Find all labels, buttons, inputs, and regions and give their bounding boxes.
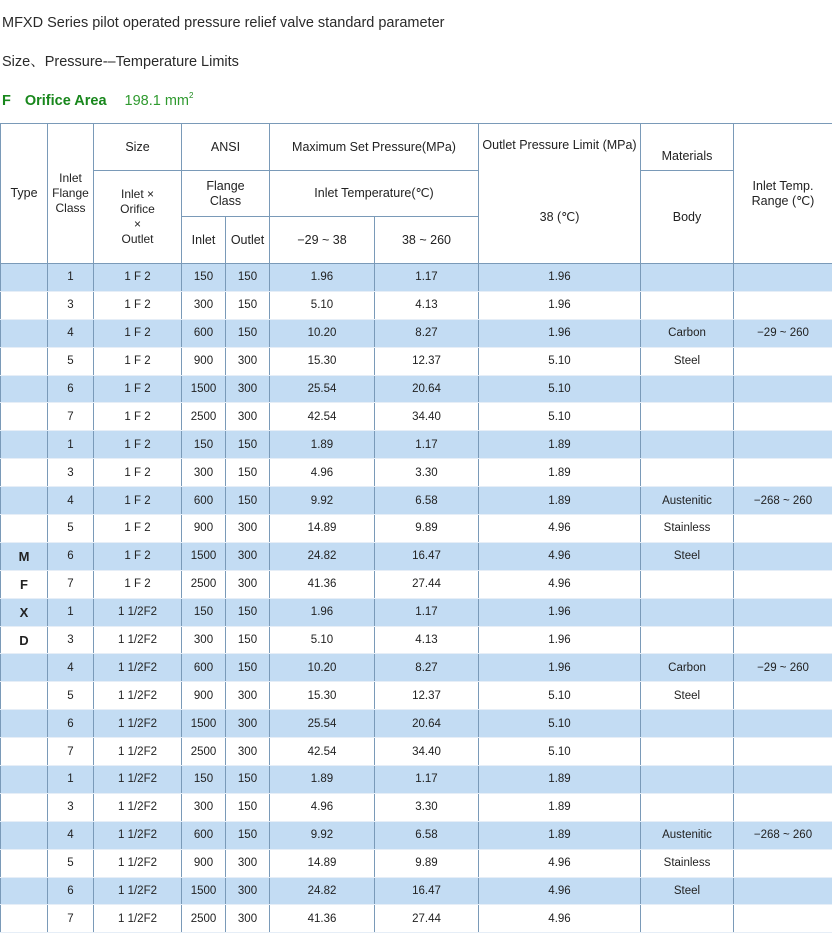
- cell-inlet-flange-class: 7: [48, 570, 94, 598]
- cell-ansi-inlet: 600: [182, 821, 226, 849]
- cell-inlet-temp-range: [734, 598, 832, 626]
- table-row: [1, 877, 832, 905]
- cell-ansi-outlet: 150: [226, 431, 270, 459]
- cell-pressure-high-temp: 34.40: [375, 403, 479, 431]
- header-outlet-pressure-limit: Outlet Pressure Limit (MPa): [479, 124, 641, 217]
- cell-outlet-pressure-limit: 1.89: [479, 821, 641, 849]
- cell-inlet-flange-class: 3: [48, 626, 94, 654]
- cell-type: [1, 682, 48, 710]
- cell-ansi-outlet: 150: [226, 626, 270, 654]
- cell-ansi-inlet: 900: [182, 849, 226, 877]
- cell-ansi-inlet: 1500: [182, 375, 226, 403]
- cell-pressure-high-temp: 12.37: [375, 682, 479, 710]
- header-temp-range-low: −29 ~ 38: [270, 217, 375, 264]
- cell-ansi-inlet: 1500: [182, 710, 226, 738]
- cell-size: 1 1/2F2: [94, 905, 182, 933]
- cell-pressure-low-temp: 9.92: [270, 487, 375, 515]
- cell-inlet-temp-range: −268 ~ 260: [734, 487, 832, 515]
- cell-ansi-inlet: 300: [182, 793, 226, 821]
- cell-outlet-pressure-limit: 1.96: [479, 598, 641, 626]
- header-type: Type: [1, 124, 48, 264]
- cell-ansi-inlet: 1500: [182, 542, 226, 570]
- cell-inlet-temp-range: [734, 403, 832, 431]
- cell-size: 1 F 2: [94, 515, 182, 543]
- cell-ansi-inlet: 300: [182, 626, 226, 654]
- cell-ansi-inlet: 300: [182, 459, 226, 487]
- cell-type: [1, 766, 48, 794]
- cell-pressure-high-temp: 20.64: [375, 710, 479, 738]
- cell-ansi-inlet: 600: [182, 487, 226, 515]
- cell-inlet-flange-class: 7: [48, 403, 94, 431]
- cell-ansi-outlet: 150: [226, 598, 270, 626]
- cell-type: [1, 821, 48, 849]
- header-max-set-pressure: Maximum Set Pressure(MPa): [270, 124, 479, 171]
- orifice-value: 198.1 mm: [124, 93, 190, 109]
- cell-ansi-outlet: 150: [226, 487, 270, 515]
- cell-outlet-pressure-limit: 1.89: [479, 431, 641, 459]
- header-ansi: ANSI: [182, 124, 270, 171]
- cell-outlet-pressure-limit: 1.96: [479, 291, 641, 319]
- cell-type: [1, 738, 48, 766]
- cell-size: 1 1/2F2: [94, 849, 182, 877]
- cell-inlet-flange-class: 7: [48, 738, 94, 766]
- table-row: [1, 431, 832, 459]
- cell-size: 1 F 2: [94, 264, 182, 292]
- table-row: [1, 375, 832, 403]
- cell-ansi-outlet: 150: [226, 654, 270, 682]
- cell-inlet-temp-range: −29 ~ 260: [734, 654, 832, 682]
- cell-ansi-outlet: 300: [226, 877, 270, 905]
- cell-type: [1, 403, 48, 431]
- cell-inlet-temp-range: [734, 905, 832, 933]
- cell-pressure-high-temp: 6.58: [375, 487, 479, 515]
- table-row: [1, 459, 832, 487]
- cell-ansi-inlet: 2500: [182, 403, 226, 431]
- cell-body-material: [641, 766, 734, 794]
- cell-ansi-outlet: 150: [226, 766, 270, 794]
- cell-size: 1 F 2: [94, 403, 182, 431]
- table-row: [1, 793, 832, 821]
- cell-type: [1, 849, 48, 877]
- cell-body-material: [641, 264, 734, 292]
- cell-ansi-outlet: 300: [226, 682, 270, 710]
- cell-type: [1, 459, 48, 487]
- cell-ansi-outlet: 300: [226, 905, 270, 933]
- cell-outlet-pressure-limit: 5.10: [479, 375, 641, 403]
- cell-inlet-flange-class: 4: [48, 319, 94, 347]
- cell-inlet-temp-range: [734, 849, 832, 877]
- cell-body-material: [641, 598, 734, 626]
- cell-pressure-low-temp: 25.54: [270, 710, 375, 738]
- cell-body-material: [641, 375, 734, 403]
- cell-pressure-low-temp: 9.92: [270, 821, 375, 849]
- cell-pressure-high-temp: 12.37: [375, 347, 479, 375]
- cell-pressure-high-temp: 8.27: [375, 319, 479, 347]
- cell-ansi-inlet: 900: [182, 347, 226, 375]
- table-row: [1, 766, 832, 794]
- orifice-unit-superscript: 2: [189, 91, 194, 100]
- cell-body-material: Carbon: [641, 654, 734, 682]
- header-body: Body: [641, 171, 734, 264]
- table-row: [1, 905, 832, 933]
- cell-outlet-pressure-limit: 1.89: [479, 766, 641, 794]
- cell-size: 1 1/2F2: [94, 793, 182, 821]
- cell-inlet-temp-range: [734, 431, 832, 459]
- cell-outlet-pressure-limit: 1.96: [479, 626, 641, 654]
- cell-type: [1, 654, 48, 682]
- cell-pressure-low-temp: 4.96: [270, 459, 375, 487]
- cell-ansi-inlet: 2500: [182, 570, 226, 598]
- cell-ansi-outlet: 300: [226, 542, 270, 570]
- cell-inlet-flange-class: 1: [48, 431, 94, 459]
- table-row: [1, 738, 832, 766]
- cell-body-material: Austenitic: [641, 487, 734, 515]
- cell-type: [1, 710, 48, 738]
- cell-type: [1, 347, 48, 375]
- cell-type: [1, 264, 48, 292]
- cell-outlet-pressure-limit: 1.89: [479, 793, 641, 821]
- cell-ansi-outlet: 300: [226, 403, 270, 431]
- cell-pressure-high-temp: 1.17: [375, 431, 479, 459]
- cell-pressure-high-temp: 4.13: [375, 291, 479, 319]
- cell-pressure-high-temp: 9.89: [375, 849, 479, 877]
- cell-pressure-high-temp: 1.17: [375, 264, 479, 292]
- cell-ansi-outlet: 150: [226, 459, 270, 487]
- cell-ansi-inlet: 2500: [182, 738, 226, 766]
- table-row: [1, 570, 832, 598]
- cell-body-material: [641, 291, 734, 319]
- cell-body-material: [641, 738, 734, 766]
- cell-ansi-outlet: 150: [226, 793, 270, 821]
- cell-pressure-high-temp: 16.47: [375, 877, 479, 905]
- table-row: [1, 542, 832, 570]
- cell-inlet-temp-range: [734, 291, 832, 319]
- cell-size: 1 1/2F2: [94, 654, 182, 682]
- cell-ansi-outlet: 300: [226, 347, 270, 375]
- cell-pressure-low-temp: 41.36: [270, 570, 375, 598]
- cell-ansi-inlet: 1500: [182, 877, 226, 905]
- cell-ansi-outlet: 300: [226, 570, 270, 598]
- table-row: [1, 264, 832, 292]
- cell-ansi-inlet: 150: [182, 766, 226, 794]
- cell-inlet-temp-range: [734, 877, 832, 905]
- cell-pressure-high-temp: 34.40: [375, 738, 479, 766]
- cell-inlet-temp-range: [734, 766, 832, 794]
- cell-outlet-pressure-limit: 4.96: [479, 515, 641, 543]
- cell-pressure-low-temp: 24.82: [270, 877, 375, 905]
- cell-size: 1 F 2: [94, 347, 182, 375]
- cell-ansi-inlet: 300: [182, 291, 226, 319]
- cell-inlet-flange-class: 3: [48, 291, 94, 319]
- cell-pressure-low-temp: 1.96: [270, 598, 375, 626]
- table-row: [1, 682, 832, 710]
- table-row: [1, 291, 832, 319]
- cell-inlet-temp-range: [734, 682, 832, 710]
- cell-ansi-outlet: 150: [226, 821, 270, 849]
- cell-ansi-inlet: 2500: [182, 905, 226, 933]
- cell-pressure-high-temp: 1.17: [375, 766, 479, 794]
- cell-pressure-high-temp: 3.30: [375, 459, 479, 487]
- cell-type: [1, 487, 48, 515]
- cell-body-material: Carbon: [641, 319, 734, 347]
- cell-ansi-inlet: 900: [182, 515, 226, 543]
- cell-outlet-pressure-limit: 1.96: [479, 319, 641, 347]
- cell-inlet-temp-range: [734, 459, 832, 487]
- cell-body-material: [641, 793, 734, 821]
- cell-inlet-flange-class: 5: [48, 347, 94, 375]
- table-row: [1, 849, 832, 877]
- cell-inlet-flange-class: 3: [48, 793, 94, 821]
- table-row: [1, 626, 832, 654]
- cell-inlet-flange-class: 7: [48, 905, 94, 933]
- header-inlet-temp-range: Inlet Temp. Range (℃): [734, 124, 832, 264]
- cell-body-material: Stainless: [641, 849, 734, 877]
- cell-inlet-flange-class: 6: [48, 542, 94, 570]
- cell-body-material: Steel: [641, 542, 734, 570]
- cell-inlet-temp-range: [734, 347, 832, 375]
- cell-size: 1 1/2F2: [94, 598, 182, 626]
- cell-ansi-outlet: 300: [226, 738, 270, 766]
- cell-inlet-flange-class: 6: [48, 877, 94, 905]
- cell-type: [1, 291, 48, 319]
- cell-size: 1 F 2: [94, 570, 182, 598]
- parameter-table: [0, 123, 832, 933]
- table-row: [1, 515, 832, 543]
- header-flange-class: Flange Class: [182, 171, 270, 217]
- table-body: [1, 264, 832, 933]
- cell-outlet-pressure-limit: 5.10: [479, 710, 641, 738]
- cell-inlet-flange-class: 1: [48, 766, 94, 794]
- table-header: [1, 124, 832, 264]
- cell-body-material: [641, 403, 734, 431]
- header-size: Size: [94, 124, 182, 171]
- cell-pressure-low-temp: 42.54: [270, 738, 375, 766]
- cell-pressure-high-temp: 16.47: [375, 542, 479, 570]
- cell-type: [1, 905, 48, 933]
- orifice-area-line: [2, 91, 193, 111]
- cell-pressure-low-temp: 10.20: [270, 319, 375, 347]
- cell-inlet-flange-class: 1: [48, 598, 94, 626]
- cell-pressure-low-temp: 25.54: [270, 375, 375, 403]
- cell-pressure-low-temp: 4.96: [270, 793, 375, 821]
- cell-size: 1 1/2F2: [94, 626, 182, 654]
- cell-inlet-temp-range: [734, 264, 832, 292]
- cell-inlet-temp-range: [734, 710, 832, 738]
- cell-outlet-pressure-limit: 5.10: [479, 403, 641, 431]
- cell-ansi-inlet: 150: [182, 264, 226, 292]
- cell-type: F: [1, 570, 48, 598]
- cell-outlet-pressure-limit: 5.10: [479, 682, 641, 710]
- cell-pressure-high-temp: 8.27: [375, 654, 479, 682]
- cell-inlet-flange-class: 4: [48, 654, 94, 682]
- cell-pressure-low-temp: 14.89: [270, 849, 375, 877]
- cell-outlet-pressure-limit: 4.96: [479, 849, 641, 877]
- cell-ansi-inlet: 150: [182, 431, 226, 459]
- cell-outlet-pressure-limit: 5.10: [479, 738, 641, 766]
- cell-pressure-low-temp: 15.30: [270, 347, 375, 375]
- cell-pressure-low-temp: 42.54: [270, 403, 375, 431]
- cell-pressure-low-temp: 1.89: [270, 766, 375, 794]
- header-size-detail: Inlet × Orifice × Outlet: [94, 171, 182, 264]
- cell-pressure-low-temp: 14.89: [270, 515, 375, 543]
- header-inlet-temperature: Inlet Temperature(℃): [270, 171, 479, 217]
- cell-pressure-low-temp: 1.96: [270, 264, 375, 292]
- table-row: [1, 319, 832, 347]
- cell-inlet-temp-range: −268 ~ 260: [734, 821, 832, 849]
- cell-inlet-flange-class: 5: [48, 682, 94, 710]
- cell-pressure-high-temp: 4.13: [375, 626, 479, 654]
- cell-inlet-temp-range: −29 ~ 260: [734, 319, 832, 347]
- cell-type: [1, 319, 48, 347]
- cell-ansi-outlet: 300: [226, 375, 270, 403]
- cell-body-material: Steel: [641, 682, 734, 710]
- cell-ansi-outlet: 150: [226, 291, 270, 319]
- header-temp-range-high: 38 ~ 260: [375, 217, 479, 264]
- cell-outlet-pressure-limit: 1.96: [479, 654, 641, 682]
- cell-inlet-flange-class: 5: [48, 515, 94, 543]
- cell-pressure-low-temp: 15.30: [270, 682, 375, 710]
- table-row: [1, 347, 832, 375]
- cell-inlet-temp-range: [734, 793, 832, 821]
- cell-ansi-outlet: 150: [226, 319, 270, 347]
- header-inlet: Inlet: [182, 217, 226, 264]
- cell-size: 1 1/2F2: [94, 738, 182, 766]
- cell-type: M: [1, 542, 48, 570]
- cell-outlet-pressure-limit: 1.89: [479, 487, 641, 515]
- cell-type: [1, 431, 48, 459]
- cell-size: 1 1/2F2: [94, 682, 182, 710]
- cell-type: [1, 375, 48, 403]
- cell-type: [1, 515, 48, 543]
- cell-inlet-flange-class: 5: [48, 849, 94, 877]
- table-row: [1, 710, 832, 738]
- cell-inlet-flange-class: 1: [48, 264, 94, 292]
- cell-inlet-flange-class: 4: [48, 487, 94, 515]
- cell-body-material: [641, 459, 734, 487]
- cell-pressure-high-temp: 6.58: [375, 821, 479, 849]
- table-row: [1, 487, 832, 515]
- cell-size: 1 F 2: [94, 375, 182, 403]
- cell-body-material: [641, 570, 734, 598]
- cell-inlet-flange-class: 6: [48, 375, 94, 403]
- cell-inlet-temp-range: [734, 515, 832, 543]
- cell-inlet-temp-range: [734, 542, 832, 570]
- cell-size: 1 F 2: [94, 319, 182, 347]
- cell-ansi-inlet: 150: [182, 598, 226, 626]
- cell-body-material: [641, 905, 734, 933]
- table-row: [1, 654, 832, 682]
- orifice-label: Orifice Area: [24, 93, 107, 109]
- page-title: MFXD Series pilot operated pressure relief valve standard parameter: [2, 15, 445, 31]
- cell-pressure-low-temp: 5.10: [270, 626, 375, 654]
- cell-pressure-low-temp: 10.20: [270, 654, 375, 682]
- table-row: [1, 403, 832, 431]
- cell-size: 1 1/2F2: [94, 710, 182, 738]
- cell-inlet-temp-range: [734, 570, 832, 598]
- header-inlet-flange-class: Inlet Flange Class: [48, 124, 94, 264]
- cell-pressure-low-temp: 41.36: [270, 905, 375, 933]
- cell-size: 1 F 2: [94, 431, 182, 459]
- cell-inlet-flange-class: 6: [48, 710, 94, 738]
- cell-pressure-high-temp: 3.30: [375, 793, 479, 821]
- cell-size: 1 F 2: [94, 542, 182, 570]
- cell-outlet-pressure-limit: 4.96: [479, 905, 641, 933]
- cell-inlet-flange-class: 4: [48, 821, 94, 849]
- table-row: [1, 598, 832, 626]
- cell-body-material: [641, 710, 734, 738]
- cell-pressure-high-temp: 20.64: [375, 375, 479, 403]
- cell-body-material: Steel: [641, 877, 734, 905]
- cell-type: [1, 793, 48, 821]
- cell-ansi-outlet: 150: [226, 264, 270, 292]
- cell-ansi-outlet: 300: [226, 849, 270, 877]
- cell-size: 1 1/2F2: [94, 877, 182, 905]
- cell-outlet-pressure-limit: 4.96: [479, 877, 641, 905]
- cell-size: 1 F 2: [94, 459, 182, 487]
- cell-pressure-high-temp: 27.44: [375, 570, 479, 598]
- cell-ansi-inlet: 900: [182, 682, 226, 710]
- cell-inlet-temp-range: [734, 375, 832, 403]
- header-outlet: Outlet: [226, 217, 270, 264]
- header-outlet-temp: 38 (℃): [479, 194, 641, 241]
- cell-pressure-high-temp: 27.44: [375, 905, 479, 933]
- cell-type: D: [1, 626, 48, 654]
- cell-size: 1 1/2F2: [94, 766, 182, 794]
- cell-ansi-outlet: 300: [226, 710, 270, 738]
- cell-pressure-high-temp: 1.17: [375, 598, 479, 626]
- cell-body-material: [641, 431, 734, 459]
- page-subtitle: Size、Pressure-–Temperature Limits: [2, 54, 239, 70]
- cell-outlet-pressure-limit: 1.89: [479, 459, 641, 487]
- cell-outlet-pressure-limit: 4.96: [479, 542, 641, 570]
- cell-size: 1 F 2: [94, 487, 182, 515]
- cell-ansi-inlet: 600: [182, 319, 226, 347]
- orifice-letter: F: [2, 93, 11, 109]
- cell-outlet-pressure-limit: 4.96: [479, 570, 641, 598]
- cell-pressure-low-temp: 1.89: [270, 431, 375, 459]
- cell-pressure-low-temp: 24.82: [270, 542, 375, 570]
- cell-outlet-pressure-limit: 5.10: [479, 347, 641, 375]
- cell-pressure-high-temp: 9.89: [375, 515, 479, 543]
- cell-type: X: [1, 598, 48, 626]
- cell-body-material: Stainless: [641, 515, 734, 543]
- cell-inlet-temp-range: [734, 626, 832, 654]
- cell-pressure-low-temp: 5.10: [270, 291, 375, 319]
- cell-ansi-inlet: 600: [182, 654, 226, 682]
- cell-inlet-temp-range: [734, 738, 832, 766]
- cell-size: 1 1/2F2: [94, 821, 182, 849]
- header-materials: Materials: [641, 124, 734, 171]
- cell-size: 1 F 2: [94, 291, 182, 319]
- cell-inlet-flange-class: 3: [48, 459, 94, 487]
- cell-outlet-pressure-limit: 1.96: [479, 264, 641, 292]
- cell-type: [1, 877, 48, 905]
- cell-ansi-outlet: 300: [226, 515, 270, 543]
- cell-body-material: Austenitic: [641, 821, 734, 849]
- cell-body-material: Steel: [641, 347, 734, 375]
- table-row: [1, 821, 832, 849]
- cell-body-material: [641, 626, 734, 654]
